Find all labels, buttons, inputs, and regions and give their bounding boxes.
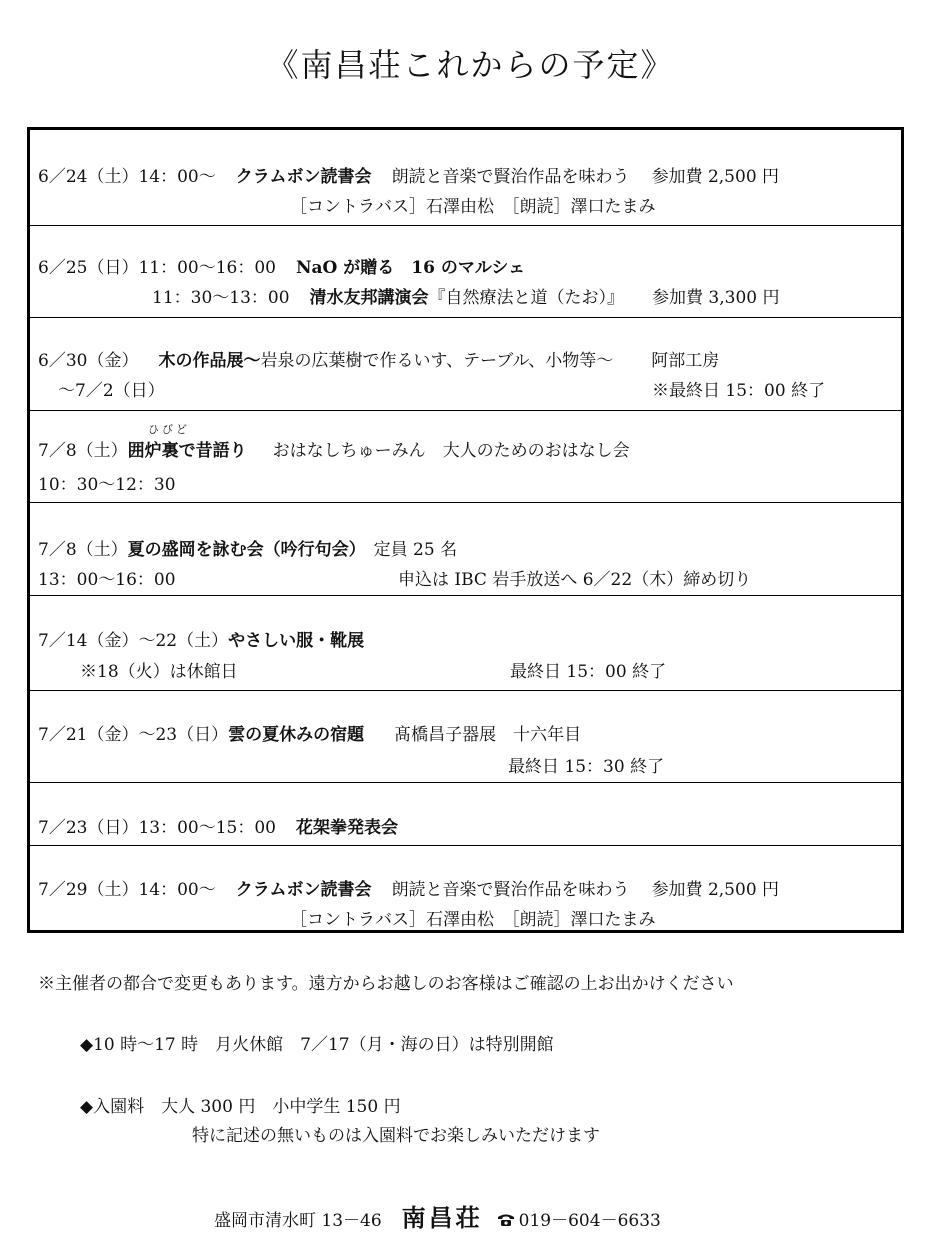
- event-desc: 『自然療法と道（たお）』: [428, 288, 625, 308]
- event-name: クラムボン読書会: [235, 167, 372, 187]
- event-row: [30, 130, 901, 226]
- admission-note: 特に記述の無いものは入園料でお楽しみいただけます: [192, 1126, 600, 1146]
- event-line1: [38, 257, 525, 279]
- event-line1: [38, 879, 779, 901]
- event-date: 7／14（金）～22（土）: [38, 631, 229, 651]
- event-time: 13：00～16：00: [38, 570, 176, 590]
- event-name: 雲の夏休みの宿題: [228, 725, 365, 745]
- event-date: 6／25（日）11：00～16：00: [38, 258, 276, 278]
- event-note: 申込は IBC 岩手放送へ 6／22（木）締め切り: [398, 570, 752, 590]
- notice-text: ※主催者の都合で変更もあります。遠方からお越しのお客様はご確認の上お出かけください: [38, 974, 734, 994]
- event-row: [30, 845, 901, 930]
- event-desc: 朗読と音楽で賢治作品を味わう: [391, 167, 630, 187]
- event-name: 清水友邦講演会: [309, 288, 429, 308]
- address: 盛岡市清水町 13－46: [214, 1211, 382, 1231]
- org-name: 南昌荘: [401, 1203, 483, 1232]
- event-date: 7／8（土）: [38, 540, 128, 560]
- event-date: 7／29（土）14：00～: [38, 880, 216, 900]
- event-fee: 参加費 3,300 円: [652, 288, 780, 308]
- event-row: [30, 225, 901, 318]
- event-name: 花架拳発表会: [295, 818, 398, 838]
- event-fee: 参加費 2,500 円: [651, 880, 780, 900]
- event-date: 7／21（金）～23（日）: [38, 725, 229, 745]
- event-date: 6／24（土）14：00～: [38, 167, 216, 187]
- event-row: [30, 595, 901, 691]
- event-row: [30, 317, 901, 411]
- event-name: NaO が贈る 16 のマルシェ: [295, 258, 526, 278]
- event-line1: [38, 724, 581, 746]
- event-note: 最終日 15：00 終了: [510, 662, 667, 682]
- hours-text: ◆10 時～17 時 月火休館 7／17（月・海の日）は特別開館: [80, 1035, 554, 1055]
- event-time: 10：30～12：30: [38, 475, 176, 495]
- footer: [214, 1205, 661, 1234]
- event-note: ※最終日 15：00 終了: [652, 381, 826, 401]
- event-time: 11：30～13：00: [152, 288, 290, 308]
- event-row: [30, 410, 901, 503]
- event-date: 6／30（金）: [38, 351, 139, 371]
- ruby-reading: ひびど: [148, 423, 190, 436]
- event-date: 7／23（日）13：00～15：00: [38, 818, 276, 838]
- event-line2: ［コントラバス］石澤由松 ［朗読］澤口たまみ: [290, 197, 656, 217]
- event-line1: [38, 817, 398, 839]
- phone-number: 019－604－6633: [518, 1211, 661, 1231]
- event-line2: ［コントラバス］石澤由松 ［朗読］澤口たまみ: [290, 910, 656, 930]
- page-title: 《南昌荘これからの予定》: [266, 46, 675, 84]
- event-row: [30, 502, 901, 596]
- event-line1: [38, 630, 364, 652]
- event-line1: [38, 166, 779, 188]
- event-note: ※18（火）は休館日: [80, 662, 238, 682]
- event-desc: おはなしちゅーみん 大人のためのおはなし会: [272, 441, 630, 461]
- admission-text: ◆入園料 大人 300 円 小中学生 150 円: [80, 1097, 401, 1117]
- event-range: ～7／2（日）: [58, 381, 165, 401]
- event-org: 阿部工房: [651, 351, 720, 371]
- event-name: やさしい服・靴展: [228, 631, 365, 651]
- event-desc: 定員 25 名: [373, 540, 458, 560]
- event-row: [30, 782, 901, 846]
- event-line2: [152, 287, 780, 309]
- event-line1: [38, 440, 630, 462]
- event-fee: 参加費 2,500 円: [651, 167, 780, 187]
- event-desc: 朗読と音楽で賢治作品を味わう: [391, 880, 630, 900]
- event-name: 囲炉裏で昔語り: [127, 441, 247, 461]
- event-name: クラムボン読書会: [235, 880, 372, 900]
- event-note: 最終日 15：30 終了: [508, 757, 665, 777]
- telephone-icon: [497, 1213, 515, 1227]
- event-name: 夏の盛岡を詠む会（吟行句会）: [127, 540, 366, 560]
- event-line1: [38, 539, 457, 561]
- event-row: [30, 690, 901, 783]
- event-desc: 髙橋昌子器展 十六年目: [394, 725, 582, 745]
- event-date: 7／8（土）: [38, 441, 128, 461]
- event-desc: 岩泉の広葉樹で作るいす、テーブル、小物等～: [260, 351, 614, 371]
- event-name: 木の作品展～: [158, 351, 261, 371]
- event-line1: [38, 350, 719, 372]
- schedule-table: [27, 127, 904, 933]
